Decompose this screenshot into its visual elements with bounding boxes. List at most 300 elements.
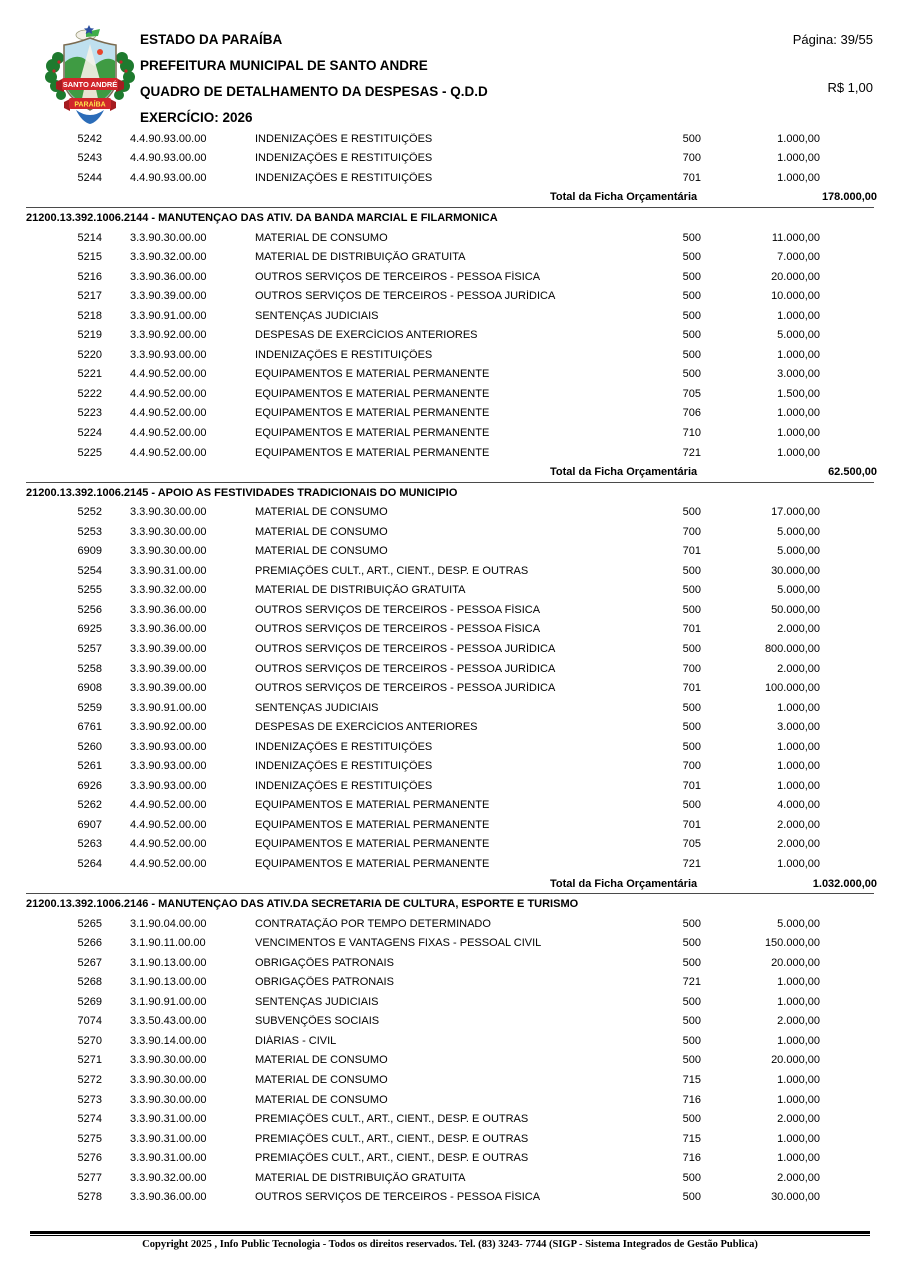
ficha-total-row xyxy=(0,462,900,482)
ficha-total-amount: 178.000,00 xyxy=(821,191,877,204)
row-description: PREMIAÇÕES CULT., ART., CIENT., DESP. E OUTRAS xyxy=(255,564,529,577)
page-footer xyxy=(30,1231,870,1250)
table-row xyxy=(0,365,900,385)
row-account-code: 3.3.90.32.00.00 xyxy=(130,584,207,597)
row-source-code: 700 xyxy=(682,662,701,675)
row-ficha-number: 5274 xyxy=(77,1113,102,1126)
row-source-code: 500 xyxy=(682,506,701,519)
row-description: PREMIAÇÕES CULT., ART., CIENT., DESP. E OUTRAS xyxy=(255,1113,529,1126)
row-description: INDENIZAÇÕES E RESTITUIÇÕES xyxy=(255,171,433,184)
row-account-code: 3.3.90.91.00.00 xyxy=(130,309,207,322)
row-account-code: 3.3.90.31.00.00 xyxy=(130,1152,207,1165)
row-amount: 17.000,00 xyxy=(771,506,820,519)
row-account-code: 4.4.90.52.00.00 xyxy=(130,426,207,439)
table-row xyxy=(0,129,900,149)
fiscal-year: EXERCÍCIO: 2026 xyxy=(140,110,253,125)
table-row xyxy=(0,815,900,835)
row-source-code: 500 xyxy=(682,603,701,616)
row-ficha-number: 5215 xyxy=(77,251,102,264)
row-amount: 4.000,00 xyxy=(777,799,820,812)
row-account-code: 3.3.90.91.00.00 xyxy=(130,701,207,714)
report-header xyxy=(140,27,488,131)
row-ficha-number: 5263 xyxy=(77,838,102,851)
row-amount: 2.000,00 xyxy=(777,838,820,851)
row-account-code: 3.3.90.32.00.00 xyxy=(130,1171,207,1184)
table-row xyxy=(0,776,900,796)
row-description: INDENIZAÇÕES E RESTITUIÇÕES xyxy=(255,152,433,165)
row-description: EQUIPAMENTOS E MATERIAL PERMANENTE xyxy=(255,426,490,439)
row-source-code: 500 xyxy=(682,917,701,930)
row-ficha-number: 5272 xyxy=(77,1074,102,1087)
row-source-code: 500 xyxy=(682,642,701,655)
section-header: 21200.13.392.1006.2144 - MANUTENÇAO DAS ATIV. DA BANDA MARCIAL E FILARMONICA xyxy=(26,207,874,228)
row-amount: 1.000,00 xyxy=(777,446,820,459)
table-row xyxy=(0,953,900,973)
row-ficha-number: 5265 xyxy=(77,917,102,930)
table-row xyxy=(0,600,900,620)
row-ficha-number: 7074 xyxy=(77,1015,102,1028)
row-source-code: 500 xyxy=(682,368,701,381)
table-row xyxy=(0,581,900,601)
row-description: OUTROS SERVIÇOS DE TERCEIROS - PESSOA JURÍDICA xyxy=(255,662,556,675)
row-source-code: 500 xyxy=(682,290,701,303)
row-account-code: 3.3.90.36.00.00 xyxy=(130,623,207,636)
row-account-code: 3.1.90.13.00.00 xyxy=(130,956,207,969)
table-row xyxy=(0,443,900,463)
row-source-code: 701 xyxy=(682,682,701,695)
table-row xyxy=(0,659,900,679)
row-ficha-number: 5273 xyxy=(77,1093,102,1106)
row-ficha-number: 5262 xyxy=(77,799,102,812)
table-row xyxy=(0,306,900,326)
row-description: EQUIPAMENTOS E MATERIAL PERMANENTE xyxy=(255,387,490,400)
row-amount: 3.000,00 xyxy=(777,368,820,381)
logo-ribbon-text: PARAÍBA xyxy=(74,101,106,109)
row-description: DESPESAS DE EXERCÍCIOS ANTERIORES xyxy=(255,721,478,734)
row-ficha-number: 6909 xyxy=(77,545,102,558)
row-amount: 2.000,00 xyxy=(777,1171,820,1184)
row-ficha-number: 6761 xyxy=(77,721,102,734)
row-amount: 1.000,00 xyxy=(777,407,820,420)
row-account-code: 3.3.90.32.00.00 xyxy=(130,251,207,264)
table-row xyxy=(0,541,900,561)
row-description: OUTROS SERVIÇOS DE TERCEIROS - PESSOA FÍSICA xyxy=(255,1191,541,1204)
row-source-code: 500 xyxy=(682,1113,701,1126)
row-description: OUTROS SERVIÇOS DE TERCEIROS - PESSOA FÍSICA xyxy=(255,603,541,616)
row-amount: 1.000,00 xyxy=(777,348,820,361)
row-ficha-number: 5242 xyxy=(77,132,102,145)
row-source-code: 706 xyxy=(682,407,701,420)
row-ficha-number: 5259 xyxy=(77,701,102,714)
row-ficha-number: 5216 xyxy=(77,270,102,283)
table-row xyxy=(0,698,900,718)
table-row xyxy=(0,933,900,953)
row-source-code: 716 xyxy=(682,1152,701,1165)
table-row xyxy=(0,717,900,737)
row-account-code: 4.4.90.52.00.00 xyxy=(130,368,207,381)
row-amount: 1.000,00 xyxy=(777,779,820,792)
row-description: SENTENÇAS JUDICIAIS xyxy=(255,701,379,714)
ficha-total-label: Total da Ficha Orçamentária xyxy=(550,877,698,890)
footer-divider xyxy=(30,1231,870,1235)
row-ficha-number: 5225 xyxy=(77,446,102,459)
table-row xyxy=(0,973,900,993)
row-description: SENTENÇAS JUDICIAIS xyxy=(255,309,379,322)
table-row xyxy=(0,639,900,659)
row-source-code: 700 xyxy=(682,525,701,538)
row-description: MATERIAL DE CONSUMO xyxy=(255,545,388,558)
row-source-code: 705 xyxy=(682,838,701,851)
row-amount: 5.000,00 xyxy=(777,545,820,558)
row-account-code: 3.3.90.93.00.00 xyxy=(130,348,207,361)
ficha-total-label: Total da Ficha Orçamentária xyxy=(550,191,698,204)
row-description: MATERIAL DE CONSUMO xyxy=(255,506,388,519)
row-ficha-number: 5217 xyxy=(77,290,102,303)
row-ficha-number: 5243 xyxy=(77,152,102,165)
row-source-code: 700 xyxy=(682,152,701,165)
row-description: INDENIZAÇÕES E RESTITUIÇÕES xyxy=(255,348,433,361)
row-source-code: 500 xyxy=(682,799,701,812)
row-description: EQUIPAMENTOS E MATERIAL PERMANENTE xyxy=(255,858,490,870)
row-description: EQUIPAMENTOS E MATERIAL PERMANENTE xyxy=(255,818,490,831)
row-account-code: 3.1.90.04.00.00 xyxy=(130,917,207,930)
row-amount: 1.000,00 xyxy=(777,1093,820,1106)
row-amount: 20.000,00 xyxy=(771,956,820,969)
page-number: Página: 39/55 xyxy=(792,32,873,47)
table-row xyxy=(0,1070,900,1090)
row-amount: 30.000,00 xyxy=(771,1191,820,1204)
table-row xyxy=(0,835,900,855)
row-ficha-number: 5220 xyxy=(77,348,102,361)
row-source-code: 500 xyxy=(682,1015,701,1028)
row-account-code: 3.3.90.93.00.00 xyxy=(130,779,207,792)
row-amount: 1.000,00 xyxy=(777,426,820,439)
row-account-code: 3.3.90.30.00.00 xyxy=(130,1054,207,1067)
row-amount: 5.000,00 xyxy=(777,329,820,342)
row-ficha-number: 5244 xyxy=(77,171,102,184)
row-amount: 100.000,00 xyxy=(764,682,820,695)
row-description: EQUIPAMENTOS E MATERIAL PERMANENTE xyxy=(255,368,490,381)
row-description: OUTROS SERVIÇOS DE TERCEIROS - PESSOA FÍSICA xyxy=(255,623,541,636)
table-row xyxy=(0,992,900,1012)
row-source-code: 710 xyxy=(682,426,701,439)
row-amount: 1.000,00 xyxy=(777,1152,820,1165)
row-amount: 1.000,00 xyxy=(777,1074,820,1087)
row-source-code: 701 xyxy=(682,545,701,558)
row-amount: 1.000,00 xyxy=(777,1132,820,1145)
row-description: MATERIAL DE DISTRIBUIÇÃO GRATUITA xyxy=(255,584,466,597)
row-source-code: 500 xyxy=(682,584,701,597)
row-source-code: 500 xyxy=(682,1191,701,1204)
row-account-code: 3.3.90.36.00.00 xyxy=(130,603,207,616)
row-source-code: 500 xyxy=(682,1054,701,1067)
table-row xyxy=(0,247,900,267)
row-amount: 2.000,00 xyxy=(777,818,820,831)
row-description: INDENIZAÇÕES E RESTITUIÇÕES xyxy=(255,740,433,753)
row-account-code: 3.3.90.31.00.00 xyxy=(130,1132,207,1145)
row-source-code: 500 xyxy=(682,1034,701,1047)
ficha-total-row xyxy=(0,188,900,208)
row-amount: 2.000,00 xyxy=(777,1113,820,1126)
copyright-text: Copyright 2025 , Info Public Tecnologia - Todos os direitos reservados. Tel. (83) 3243- 7744 (SIGP - Sistema Integrados de Gestão Publica) xyxy=(142,1239,758,1250)
row-account-code: 3.3.50.43.00.00 xyxy=(130,1015,207,1028)
row-ficha-number: 5257 xyxy=(77,642,102,655)
row-amount: 20.000,00 xyxy=(771,270,820,283)
row-amount: 5.000,00 xyxy=(777,525,820,538)
row-amount: 1.000,00 xyxy=(777,858,820,870)
table-row xyxy=(0,1031,900,1051)
budget-table xyxy=(0,129,900,1207)
row-amount: 2.000,00 xyxy=(777,1015,820,1028)
row-amount: 1.500,00 xyxy=(777,387,820,400)
row-ficha-number: 5224 xyxy=(77,426,102,439)
row-description: EQUIPAMENTOS E MATERIAL PERMANENTE xyxy=(255,446,490,459)
row-amount: 11.000,00 xyxy=(771,231,820,244)
row-account-code: 3.3.90.30.00.00 xyxy=(130,525,207,538)
table-row xyxy=(0,325,900,345)
row-ficha-number: 5278 xyxy=(77,1191,102,1204)
row-description: OUTROS SERVIÇOS DE TERCEIROS - PESSOA JURÍDICA xyxy=(255,290,556,303)
row-ficha-number: 5276 xyxy=(77,1152,102,1165)
row-amount: 1.000,00 xyxy=(777,740,820,753)
row-ficha-number: 5214 xyxy=(77,231,102,244)
row-account-code: 4.4.90.52.00.00 xyxy=(130,858,207,870)
row-account-code: 3.3.90.31.00.00 xyxy=(130,1113,207,1126)
row-amount: 1.000,00 xyxy=(777,995,820,1008)
row-description: SUBVENÇÕES SOCIAIS xyxy=(255,1015,380,1028)
row-amount: 2.000,00 xyxy=(777,662,820,675)
row-ficha-number: 5268 xyxy=(77,976,102,989)
currency-unit: R$ 1,00 xyxy=(827,80,873,95)
state-title: ESTADO DA PARAÍBA xyxy=(140,32,283,47)
row-description: INDENIZAÇÕES E RESTITUIÇÕES xyxy=(255,779,433,792)
row-account-code: 3.3.90.39.00.00 xyxy=(130,642,207,655)
row-account-code: 4.4.90.52.00.00 xyxy=(130,818,207,831)
row-account-code: 3.3.90.14.00.00 xyxy=(130,1034,207,1047)
table-row xyxy=(0,267,900,287)
table-row xyxy=(0,502,900,522)
row-amount: 7.000,00 xyxy=(777,251,820,264)
row-ficha-number: 5254 xyxy=(77,564,102,577)
row-source-code: 721 xyxy=(682,976,701,989)
row-source-code: 700 xyxy=(682,760,701,773)
row-ficha-number: 5219 xyxy=(77,329,102,342)
row-account-code: 3.3.90.31.00.00 xyxy=(130,564,207,577)
row-source-code: 705 xyxy=(682,387,701,400)
row-source-code: 500 xyxy=(682,564,701,577)
row-description: SENTENÇAS JUDICIAIS xyxy=(255,995,379,1008)
row-ficha-number: 5277 xyxy=(77,1171,102,1184)
table-row xyxy=(0,737,900,757)
row-amount: 150.000,00 xyxy=(764,937,820,950)
row-amount: 30.000,00 xyxy=(771,564,820,577)
row-description: PREMIAÇÕES CULT., ART., CIENT., DESP. E OUTRAS xyxy=(255,1132,529,1145)
row-ficha-number: 5218 xyxy=(77,309,102,322)
row-account-code: 3.3.90.30.00.00 xyxy=(130,1093,207,1106)
row-description: EQUIPAMENTOS E MATERIAL PERMANENTE xyxy=(255,407,490,420)
row-amount: 1.000,00 xyxy=(777,309,820,322)
row-account-code: 4.4.90.93.00.00 xyxy=(130,171,207,184)
row-amount: 800.000,00 xyxy=(764,642,820,655)
row-source-code: 500 xyxy=(682,231,701,244)
table-row xyxy=(0,522,900,542)
row-ficha-number: 5255 xyxy=(77,584,102,597)
row-description: INDENIZAÇÕES E RESTITUIÇÕES xyxy=(255,132,433,145)
row-source-code: 500 xyxy=(682,956,701,969)
table-row xyxy=(0,286,900,306)
municipality-title: PREFEITURA MUNICIPAL DE SANTO ANDRE xyxy=(140,58,428,73)
row-description: MATERIAL DE CONSUMO xyxy=(255,1054,388,1067)
row-source-code: 500 xyxy=(682,937,701,950)
row-ficha-number: 5269 xyxy=(77,995,102,1008)
table-row xyxy=(0,423,900,443)
row-description: MATERIAL DE DISTRIBUIÇÃO GRATUITA xyxy=(255,1171,466,1184)
row-description: EQUIPAMENTOS E MATERIAL PERMANENTE xyxy=(255,838,490,851)
row-account-code: 3.1.90.91.00.00 xyxy=(130,995,207,1008)
row-account-code: 4.4.90.52.00.00 xyxy=(130,838,207,851)
ficha-total-amount: 62.500,00 xyxy=(828,466,877,479)
row-ficha-number: 5223 xyxy=(77,407,102,420)
section-header: 21200.13.392.1006.2145 - APOIO AS FESTIVIDADES TRADICIONAIS DO MUNICIPIO xyxy=(26,482,874,503)
row-source-code: 500 xyxy=(682,309,701,322)
row-ficha-number: 5256 xyxy=(77,603,102,616)
logo-banner-text: SANTO ANDRÉ xyxy=(62,80,118,89)
row-account-code: 3.3.90.39.00.00 xyxy=(130,682,207,695)
row-account-code: 3.3.90.30.00.00 xyxy=(130,231,207,244)
row-source-code: 500 xyxy=(682,348,701,361)
row-ficha-number: 5266 xyxy=(77,937,102,950)
row-account-code: 3.3.90.30.00.00 xyxy=(130,1074,207,1087)
row-account-code: 3.1.90.13.00.00 xyxy=(130,976,207,989)
row-description: DESPESAS DE EXERCÍCIOS ANTERIORES xyxy=(255,329,478,342)
row-ficha-number: 6907 xyxy=(77,818,102,831)
table-row xyxy=(0,914,900,934)
row-amount: 2.000,00 xyxy=(777,623,820,636)
row-ficha-number: 5253 xyxy=(77,525,102,538)
report-title: QUADRO DE DETALHAMENTO DA DESPESAS - Q.D.D xyxy=(140,84,488,99)
row-amount: 1.000,00 xyxy=(777,760,820,773)
row-ficha-number: 5264 xyxy=(77,858,102,870)
row-amount: 50.000,00 xyxy=(771,603,820,616)
row-ficha-number: 5271 xyxy=(77,1054,102,1067)
row-description: OUTROS SERVIÇOS DE TERCEIROS - PESSOA JURÍDICA xyxy=(255,682,556,695)
row-description: VENCIMENTOS E VANTAGENS FIXAS - PESSOAL CIVIL xyxy=(255,937,542,950)
row-amount: 20.000,00 xyxy=(771,1054,820,1067)
row-ficha-number: 6926 xyxy=(77,779,102,792)
table-row xyxy=(0,678,900,698)
section-header: 21200.13.392.1006.2146 - MANUTENÇAO DAS ATIV.DA SECRETARIA DE CULTURA, ESPORTE E TURISMO xyxy=(26,893,874,914)
table-row xyxy=(0,1090,900,1110)
table-row xyxy=(0,854,900,874)
row-account-code: 4.4.90.52.00.00 xyxy=(130,799,207,812)
row-ficha-number: 5267 xyxy=(77,956,102,969)
row-account-code: 4.4.90.93.00.00 xyxy=(130,152,207,165)
row-ficha-number: 6908 xyxy=(77,682,102,695)
row-account-code: 4.4.90.52.00.00 xyxy=(130,387,207,400)
ficha-total-row xyxy=(0,874,900,894)
table-row xyxy=(0,384,900,404)
row-description: DIÁRIAS - CIVIL xyxy=(255,1034,337,1047)
row-amount: 3.000,00 xyxy=(777,721,820,734)
row-description: OUTROS SERVIÇOS DE TERCEIROS - PESSOA JURÍDICA xyxy=(255,642,556,655)
row-account-code: 3.3.90.93.00.00 xyxy=(130,740,207,753)
row-ficha-number: 5270 xyxy=(77,1034,102,1047)
row-description: EQUIPAMENTOS E MATERIAL PERMANENTE xyxy=(255,799,490,812)
row-ficha-number: 5260 xyxy=(77,740,102,753)
row-amount: 1.000,00 xyxy=(777,132,820,145)
row-account-code: 3.3.90.30.00.00 xyxy=(130,545,207,558)
row-account-code: 3.3.90.36.00.00 xyxy=(130,270,207,283)
row-source-code: 701 xyxy=(682,171,701,184)
row-amount: 5.000,00 xyxy=(777,917,820,930)
table-row xyxy=(0,561,900,581)
row-amount: 5.000,00 xyxy=(777,584,820,597)
table-row xyxy=(0,345,900,365)
table-row xyxy=(0,149,900,169)
table-row xyxy=(0,1109,900,1129)
municipal-coat-of-arms-icon xyxy=(42,22,138,128)
table-row xyxy=(0,1129,900,1149)
row-description: OBRIGAÇÕES PATRONAIS xyxy=(255,976,394,989)
row-amount: 1.000,00 xyxy=(777,976,820,989)
row-account-code: 3.3.90.92.00.00 xyxy=(130,721,207,734)
table-row xyxy=(0,620,900,640)
row-amount: 1.000,00 xyxy=(777,701,820,714)
row-source-code: 721 xyxy=(682,858,701,870)
ficha-total-amount: 1.032.000,00 xyxy=(812,877,877,890)
table-row xyxy=(0,1148,900,1168)
table-row xyxy=(0,1012,900,1032)
row-account-code: 3.3.90.39.00.00 xyxy=(130,290,207,303)
row-source-code: 715 xyxy=(682,1074,701,1087)
row-source-code: 500 xyxy=(682,1171,701,1184)
row-amount: 1.000,00 xyxy=(777,1034,820,1047)
row-source-code: 500 xyxy=(682,701,701,714)
row-account-code: 4.4.90.52.00.00 xyxy=(130,407,207,420)
row-description: PREMIAÇÕES CULT., ART., CIENT., DESP. E OUTRAS xyxy=(255,1152,529,1165)
table-row xyxy=(0,796,900,816)
table-row xyxy=(0,168,900,188)
row-account-code: 3.1.90.11.00.00 xyxy=(130,937,206,950)
table-row xyxy=(0,1168,900,1188)
row-description: MATERIAL DE DISTRIBUIÇÃO GRATUITA xyxy=(255,251,466,264)
table-row xyxy=(0,404,900,424)
row-source-code: 716 xyxy=(682,1093,701,1106)
row-amount: 1.000,00 xyxy=(777,171,820,184)
row-source-code: 500 xyxy=(682,721,701,734)
row-source-code: 701 xyxy=(682,623,701,636)
row-ficha-number: 5275 xyxy=(77,1132,102,1145)
row-source-code: 701 xyxy=(682,779,701,792)
row-ficha-number: 5221 xyxy=(77,368,102,381)
table-row xyxy=(0,757,900,777)
table-row xyxy=(0,228,900,248)
row-description: MATERIAL DE CONSUMO xyxy=(255,1093,388,1106)
row-source-code: 500 xyxy=(682,132,701,145)
row-account-code: 3.3.90.39.00.00 xyxy=(130,662,207,675)
row-source-code: 715 xyxy=(682,1132,701,1145)
row-ficha-number: 5261 xyxy=(77,760,102,773)
row-ficha-number: 5222 xyxy=(77,387,102,400)
row-description: MATERIAL DE CONSUMO xyxy=(255,525,388,538)
row-source-code: 500 xyxy=(682,329,701,342)
row-description: OBRIGAÇÕES PATRONAIS xyxy=(255,956,394,969)
row-ficha-number: 5258 xyxy=(77,662,102,675)
table-row xyxy=(0,1188,900,1208)
row-account-code: 3.3.90.93.00.00 xyxy=(130,760,207,773)
row-amount: 1.000,00 xyxy=(777,152,820,165)
row-description: MATERIAL DE CONSUMO xyxy=(255,231,388,244)
